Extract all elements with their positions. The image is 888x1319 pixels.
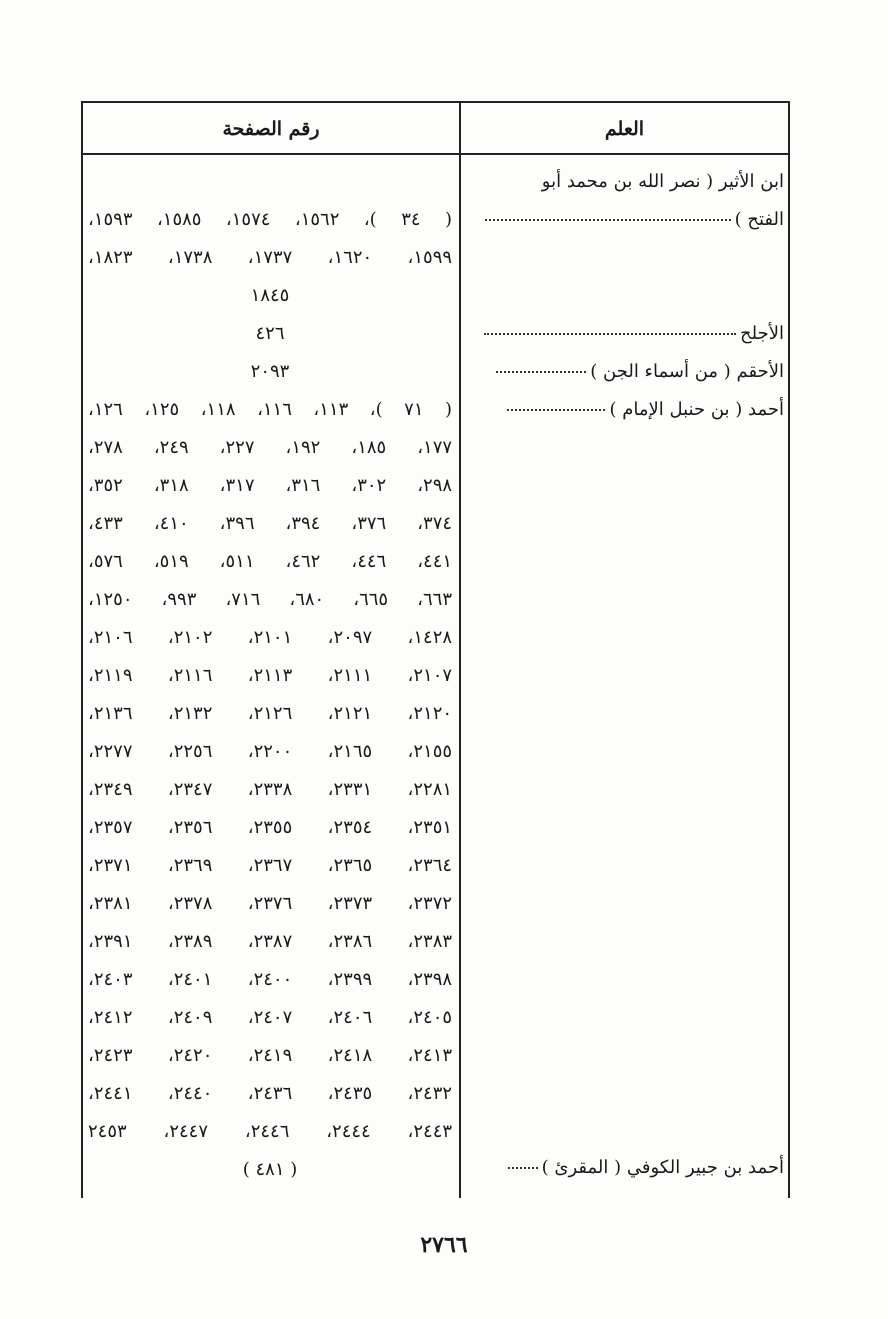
page-list-line: ٢٣٥١، ٢٣٥٤، ٢٣٥٥، ٢٣٥٦، ٢٣٥٧، bbox=[88, 817, 453, 838]
header-name-column: العلم bbox=[604, 118, 645, 140]
page-list-line: ٤٢٦ bbox=[255, 323, 285, 344]
page-list-line: ٤٤١، ٤٤٦، ٤٦٢، ٥١١، ٥١٩، ٥٧٦، bbox=[88, 551, 453, 572]
page-list-line: ٢٤٠٥، ٢٤٠٦، ٢٤٠٧، ٢٤٠٩، ٢٤١٢، bbox=[88, 1007, 453, 1028]
page-list-line: ( ٤٨١ ) bbox=[242, 1159, 298, 1180]
page-list-line: ٣٧٤، ٣٧٦، ٣٩٤، ٣٩٦، ٤١٠، ٤٣٣، bbox=[88, 513, 453, 534]
name-entry: ابن الأثير ( نصر الله بن محمد أبو bbox=[541, 171, 784, 192]
page-list-line: ٢٣٩٨، ٢٣٩٩، ٢٤٠٠، ٢٤٠١، ٢٤٠٣، bbox=[88, 969, 453, 990]
page-list-line: ٢٣٨٣، ٢٣٨٦، ٢٣٨٧، ٢٣٨٩، ٢٣٩١، bbox=[88, 931, 453, 952]
page-list-line: ٢١٠٧، ٢١١١، ٢١١٣، ٢١١٦، ٢١١٩، bbox=[88, 665, 453, 686]
page-list-line: ٢٩٨، ٣٠٢، ٣١٦، ٣١٧، ٣١٨، ٣٥٢، bbox=[88, 475, 453, 496]
page-list-line: ٢٤٤٣، ٢٤٤٤، ٢٤٤٦، ٢٤٤٧، ٢٤٥٣ bbox=[88, 1121, 453, 1142]
page-list-line: ٢٠٩٣ bbox=[250, 361, 290, 382]
page-list-line: ٢٤١٣، ٢٤١٨، ٢٤١٩، ٢٤٢٠، ٢٤٢٣، bbox=[88, 1045, 453, 1066]
page-number: ٢٧٦٦ bbox=[420, 1232, 468, 1258]
leader-dots bbox=[496, 371, 586, 373]
leader-dots bbox=[507, 409, 605, 411]
column-divider bbox=[459, 101, 461, 1198]
page-list-line: ٢٤٣٢، ٢٤٣٥، ٢٤٣٦، ٢٤٤٠، ٢٤٤١، bbox=[88, 1083, 453, 1104]
header-page-column: رقم الصفحة bbox=[222, 118, 320, 140]
page-list-line: ٢٢٨١، ٢٣٣١، ٢٣٣٨، ٢٣٤٧، ٢٣٤٩، bbox=[88, 779, 453, 800]
header-rule bbox=[81, 153, 790, 155]
name-entry: الأحقم ( من أسماء الجن ) bbox=[464, 353, 784, 391]
page-list-line: ( ٣٤ )، ١٥٦٢، ١٥٧٤، ١٥٨٥، ١٥٩٣، bbox=[88, 209, 453, 230]
page-list-line: ٢٣٧٢، ٢٣٧٣، ٢٣٧٦، ٢٣٧٨، ٢٣٨١، bbox=[88, 893, 453, 914]
name-entry: الفتح ) bbox=[464, 201, 784, 239]
leader-dots bbox=[485, 219, 731, 221]
page-list-line: ١٧٧، ١٨٥، ١٩٢، ٢٢٧، ٢٤٩، ٢٧٨، bbox=[88, 437, 453, 458]
page-list-line: ١٥٩٩، ١٦٢٠، ١٧٣٧، ١٧٣٨، ١٨٢٣، bbox=[88, 247, 453, 268]
page-list-line: ١٤٢٨، ٢٠٩٧، ٢١٠١، ٢١٠٢، ٢١٠٦، bbox=[88, 627, 453, 648]
page-list-line: ٢١٢٠، ٢١٢١، ٢١٢٦، ٢١٣٢، ٢١٣٦، bbox=[88, 703, 453, 724]
page-list-line: ٢٣٦٤، ٢٣٦٥، ٢٣٦٧، ٢٣٦٩، ٢٣٧١، bbox=[88, 855, 453, 876]
leader-dots bbox=[508, 1167, 538, 1169]
page-list-line: ١٨٤٥ bbox=[250, 285, 290, 306]
page-list-line: ( ٧١ )، ١١٣، ١١٦، ١١٨، ١٢٥، ١٢٦، bbox=[88, 399, 453, 420]
name-entry: الأجلح bbox=[464, 315, 784, 353]
page-list-line: ٦٦٣، ٦٦٥، ٦٨٠، ٧١٦، ٩٩٣، ١٢٥٠، bbox=[88, 589, 453, 610]
leader-dots bbox=[484, 333, 736, 335]
name-entry: أحمد بن جبير الكوفي ( المقرئ ) bbox=[464, 1149, 784, 1187]
name-entry: أحمد ( بن حنبل الإمام ) bbox=[464, 391, 784, 429]
page-list-line: ٢١٥٥، ٢١٦٥، ٢٢٠٠، ٢٢٥٦، ٢٢٧٧، bbox=[88, 741, 453, 762]
